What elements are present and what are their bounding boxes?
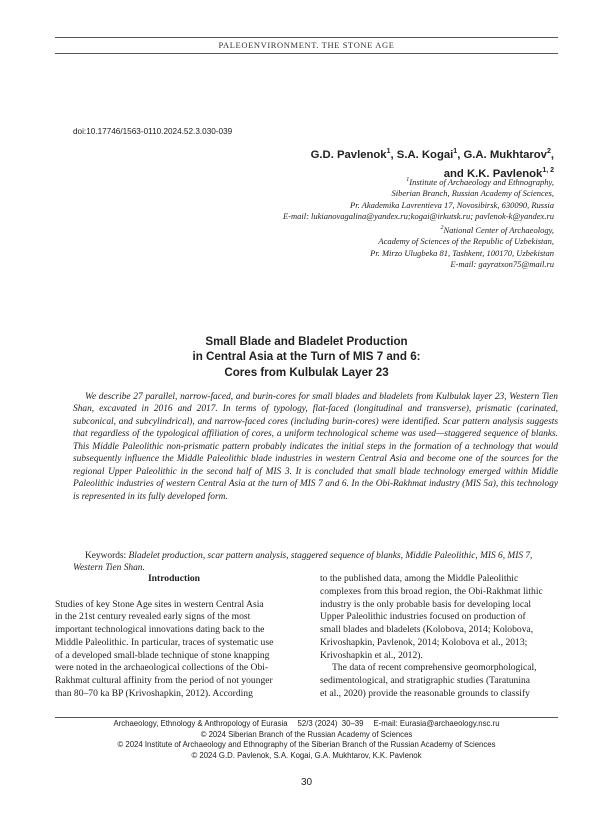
affiliation-marker: 1: [406, 177, 410, 183]
affiliation-email[interactable]: E-mail: lukianovagalina@yandex.ru;kogai@irkutsk.ru; pavlenok-k@yandex.ru: [282, 211, 554, 222]
journal-issue: 52/3 (2024): [297, 719, 338, 728]
text-line: Krivoshapkin et al., 2012).: [320, 649, 423, 661]
abstract-text: We describe 27 parallel, narrow-faced, and burin-cores for small blades and bladelets from Kulbulak layer 23, Western Tien Shan, excavated in 2016 and 2017. In terms of typology, flat-faced (longitudinal and transverse), prismatic (carinated, subconical, and subcylindrical), and narrow-faced cores (including burin-cores) were identified. Scar pattern analysis suggests that regardless of the typological affiliation of cores, a uniform technological scheme was used—staggered sequence of blanks. This Middle Paleolithic non-prismatic pattern probably indicates the initial steps in the formation of a technology that would subsequently influence the Middle Paleolithic blade industries in western Central Asia and become one of the sources for the regional Upper Paleolithic in the second half of MIS 3. It is concluded that small blade technology emerged within Middle Paleolithic industries of western Central Asia at the turn of MIS 7 and 6. In the Obi-Rakhmat industry (MIS 5a), this technology is represented in its fully developed form.: [73, 392, 558, 502]
intro-paragraph-1: [55, 599, 293, 701]
affiliation-line: $^2$National Center of Archaeology,: [440, 224, 554, 235]
doi[interactable]: doi:10.17746/1563-0110.2024.52.3.030-039: [73, 127, 233, 136]
header-rule-top: [55, 37, 558, 38]
left-column: [55, 573, 293, 701]
journal-pages: 30–39: [341, 719, 364, 728]
header-rule-bottom: [55, 53, 558, 54]
text-line: Upper Paleolithic industries focused on production of: [320, 611, 526, 623]
page-number: 30: [300, 777, 313, 788]
copyright-line: © 2024 Institute of Archaeology and Ethnography of the Siberian Branch of the Russian Academy of Sciences: [117, 740, 496, 750]
author-name: G.D. Pavlenok: [310, 148, 387, 161]
author-conjunction: and: [443, 167, 467, 180]
text-line: in the 21st century revealed early signs of the most: [55, 611, 251, 623]
text-line: Krivoshapkin, Pavlenok, 2014; Kolobova et al., 2013;: [320, 636, 528, 648]
text-line: industry is the only probable basis for developing local: [320, 598, 532, 610]
title-line: Small Blade and Bladelet Production: [205, 335, 408, 348]
title-line: Cores from Kulbulak Layer 23: [224, 365, 389, 379]
right-column: [320, 573, 558, 701]
article-title: [55, 334, 558, 380]
text-line: et al., 2020) provide the reasonable grounds to classify: [320, 687, 530, 699]
author-line-1: G.D. Pavlenok$^1$, S.A. Kogai$^1$, G.A. Mukhtarov$^2$,: [310, 148, 554, 161]
text-line: sedimentological, and stratigraphic studies (Taratunina: [320, 675, 531, 686]
intro-paragraph-2: [320, 662, 558, 700]
text-line: Rakhmat cultural affinity from the period of not younger: [55, 675, 273, 686]
text-line: Studies of key Stone Age sites in western Central Asia: [55, 598, 264, 610]
text-line: to the published data, among the Middle Paleolithic: [320, 573, 519, 584]
text-line: of a developed small-blade technique of stone knapping: [55, 649, 270, 661]
text-line: than 80–70 ka BP (Krivoshapkin, 2012). According: [55, 687, 253, 699]
affiliation-line: Siberian Branch, Russian Academy of Sciences,: [391, 188, 554, 199]
copyright-line: © 2024 Siberian Branch of the Russian Academy of Sciences: [200, 729, 413, 739]
copyright-line: © 2024 G.D. Pavlenok, S.A. Kogai, G.A. Mukhtarov, K.K. Pavlenok: [191, 750, 422, 760]
footer: [55, 719, 558, 761]
affiliation-email[interactable]: E-mail: gayratxon75@mail.ru: [450, 259, 554, 270]
author-name: K.K. Pavlenok: [466, 167, 543, 180]
text-line: The data of recent comprehensive geomorphological,: [332, 662, 537, 674]
text-line: small blades and bladelets (Kolobova, 2014; Kolobova,: [320, 624, 534, 635]
footer-rule: [55, 717, 558, 718]
affiliation-line: $^1$Institute of Archaeology and Ethnography,: [406, 176, 554, 187]
affiliation-line: Academy of Sciences of the Republic of Uzbekistan,: [378, 236, 554, 247]
keywords: [73, 550, 558, 575]
author-name: G.A. Mukhtarov: [463, 148, 547, 161]
author-affiliation-marker: 1: [386, 148, 391, 155]
author-affiliation-marker: 2: [546, 148, 551, 155]
journal-name: Archaeology, Ethnology & Anthropology of Eurasia: [113, 719, 288, 728]
author-affiliation-marker: 1: [453, 148, 458, 155]
text-line: complexes from this broad region, the Obi-Rakhmat lithic: [320, 585, 543, 597]
intro-paragraph-1-continued: [320, 573, 558, 662]
section-heading-introduction: Introduction: [147, 573, 201, 584]
journal-email[interactable]: E-mail: Eurasia@archaeology.nsc.ru: [373, 719, 500, 728]
running-head: PALEOENVIRONMENT. THE STONE AGE: [218, 40, 395, 50]
affiliation-line: Pr. Akademika Lavrentieva 17, Novosibirsk, 630090, Russia: [350, 199, 554, 210]
footer-journal-line: [55, 719, 558, 730]
title-line: in Central Asia at the Turn of MIS 7 and 6:: [192, 350, 421, 364]
author-affiliation-marker: 1, 2: [542, 166, 554, 174]
text-line: were noted in the archaeological collections of the Obi-: [55, 662, 269, 674]
keywords-label: Keywords:: [85, 551, 129, 561]
affiliations: [154, 175, 554, 271]
affiliation-line: Pr. Mirzo Ulugbeka 81, Tashkent, 100170, Uzbekistan: [370, 247, 554, 258]
affiliation-marker: 2: [440, 224, 444, 231]
abstract: [73, 391, 558, 503]
author-name: S.A. Kogai: [396, 148, 454, 161]
text-line: Middle Paleolithic. In particular, traces of systematic use: [55, 636, 274, 648]
text-line: important technological innovations dating back to the: [55, 624, 265, 635]
keywords-text: Bladelet production, scar pattern analysis, staggered sequence of blanks, Middle Paleolithic, MIS 6, MIS 7, Western Tien Shan.: [73, 551, 533, 574]
